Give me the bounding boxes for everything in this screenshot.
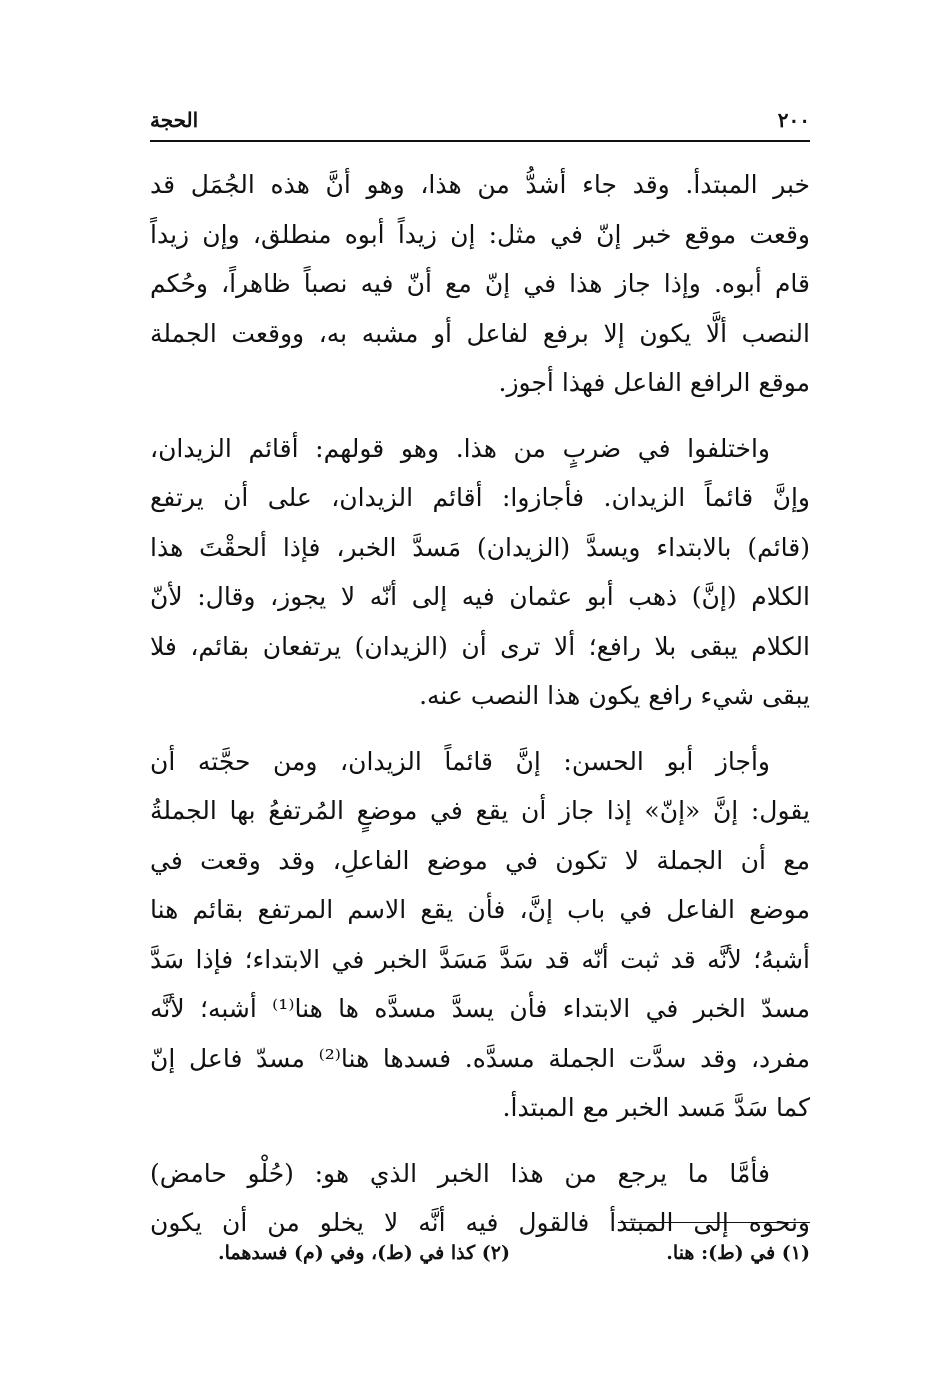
text-line: ونحوه إلى المبتدأ فالقول فيه أنَّه لا يخلو من أن يكون	[150, 1208, 810, 1237]
text-line: واختلفوا في ضربٍ من هذا. وهو قولهم: أقائم الزيدان،	[150, 433, 770, 463]
text-line: يقول: إنَّ «إنّ» إذا جاز أن يقع في موضعٍ المُرتفعُ بها الجملةُ	[150, 796, 810, 825]
text-line: مسدّ الخبر في الابتداء فأن يسدَّ مسدَّه ها هنا⁽¹⁾ أشبه؛ لأنَّه	[150, 994, 810, 1023]
paragraph-3	[150, 737, 810, 1133]
text-line: (قائم) بالابتداء ويسدَّ (الزيدان) مَسدَّ الخبر، فإذا ألحقْتَ هذا	[150, 532, 810, 562]
text-line: موقع الرافع الفاعل فهذا أجوز.	[498, 368, 810, 397]
footnote-rule	[618, 1222, 810, 1223]
text-line: وإنَّ قائماً الزيدان. فأجازوا: أقائم الزيدان، على أن يرتفع	[150, 483, 810, 512]
text-line: وقعت موقع خبر إنّ في مثل: إن زيداً أبوه منطلق، وإن زيداً	[150, 219, 810, 249]
text-line: فأمَّا ما يرجع من هذا الخبر الذي هو: (حُلْو حامض)	[150, 1158, 770, 1188]
text-line: مفرد، وقد سدَّت الجملة مسدَّه. فسدها هنا⁽²⁾ مسدّ فاعل إنّ	[150, 1043, 810, 1073]
footnote-2: (٢) كذا في (ط)، وفي (م) فسدهما.	[217, 1242, 510, 1264]
paragraph-1	[150, 160, 810, 408]
text-line: كما سَدَّ مَسد الخبر مع المبتدأ.	[502, 1093, 810, 1122]
text-line: أشبهُ؛ لأنَّه قد ثبت أنّه قد سَدَّ مَسَدَّ الخبر في الابتداء؛ فإذا سَدَّ	[150, 944, 810, 974]
footnotes	[150, 1242, 810, 1274]
running-title: الحجة	[150, 108, 199, 132]
text-line: يبقى شيء رافع يكون هذا النصب عنه.	[419, 681, 810, 710]
text-line: موضع الفاعل في باب إنَّ، فأن يقع الاسم المرتفع بقائم هنا	[150, 895, 810, 924]
text-line: الكلام (إنَّ) ذهب أبو عثمان فيه إلى أنّه لا يجوز، وقال: لأنّ	[150, 582, 810, 611]
body-text	[150, 160, 810, 1264]
text-line: خبر المبتدأ. وقد جاء أشدُّ من هذا، وهو أنَّ هذه الجُمَل قد	[150, 170, 810, 199]
page-number: ٢٠٠	[777, 108, 810, 132]
header-rule	[150, 140, 810, 142]
text-line: قام أبوه. وإذا جاز هذا في إنّ مع أنّ فيه نصباً ظاهراً، وحُكم	[150, 269, 810, 298]
page-header	[150, 108, 810, 136]
text-line: النصب ألَّا يكون إلا برفع لفاعل أو مشبه به، ووقعت الجملة	[150, 318, 810, 348]
text-line: الكلام يبقى بلا رافع؛ ألا ترى أن (الزيدان) يرتفعان بقائم، فلا	[150, 631, 810, 661]
paragraph-4	[150, 1149, 810, 1248]
footnote-1: (١) في (ط): هنا.	[666, 1242, 810, 1264]
text-line: وأجاز أبو الحسن: إنَّ قائماً الزيدان، ومن حجَّته أن	[150, 746, 770, 776]
text-line: مع أن الجملة لا تكون في موضع الفاعلِ، وقد وقعت في	[150, 845, 810, 875]
paragraph-2	[150, 424, 810, 721]
